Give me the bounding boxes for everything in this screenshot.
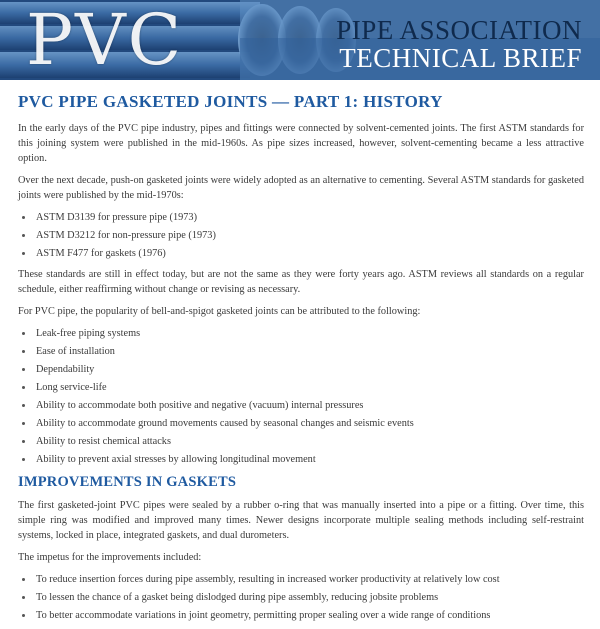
list-item: • ASTM D3212 for non-pressure pipe (1973) — [34, 228, 584, 243]
list-item: • Ability to resist chemical attacks — [34, 434, 584, 449]
list-item: • ASTM F477 for gaskets (1976) — [34, 246, 584, 261]
standards-list — [18, 210, 584, 261]
paragraph-popularity: For PVC pipe, the popularity of bell-and-spigot gasketed joints can be attributed to the following: — [18, 306, 421, 317]
list-item: • Ease of installation — [34, 344, 584, 359]
list-item: • To better accommodate variations in joint geometry, permitting proper sealing over a wide range of conditions — [34, 608, 584, 623]
list-item: • ASTM D3139 for pressure pipe (1973) — [34, 210, 584, 225]
list-item: • To lessen the chance of a gasket being dislodged during pipe assembly, reducing jobsite problems — [34, 590, 584, 605]
list-item: • Ability to accommodate ground movements caused by seasonal changes and seismic events — [34, 416, 584, 431]
improvements-list — [18, 572, 584, 623]
section-heading-improvements: IMPROVEMENTS IN GASKETS — [18, 474, 237, 490]
banner-title-association: PIPE ASSOCIATION — [336, 15, 582, 45]
header-banner — [0, 0, 600, 80]
paragraph-intro: In the early days of the PVC pipe industry, pipes and fittings were connected by solvent-cemented joints. The first ASTM standards for this joining system were published in the mid-1960s. As pipe sizes increased, however, solvent-cementing became a less attractive option. — [18, 123, 584, 164]
paragraph-gasketed-adoption: Over the next decade, push-on gasketed joints were widely adopted as an alternative to cementing. Several ASTM standards for gasketed joints were published by the mid-1970s: — [18, 175, 584, 201]
pvc-logo: PVC — [26, 0, 184, 80]
paragraph-standards-status: These standards are still in effect today, but are not the same as they were forty years ago. ASTM reviews all standards on a regular schedule, either reaffirming without change or revising as necessary. — [18, 269, 584, 295]
article-body — [18, 92, 584, 629]
list-item: • To reduce insertion forces during pipe assembly, resulting in increased worker productivity at relatively low cost — [34, 572, 584, 587]
paragraph-impetus: The impetus for the improvements included: — [18, 552, 202, 563]
list-item: • Dependability — [34, 362, 584, 377]
benefits-list — [18, 326, 584, 467]
list-item: • Leak-free piping systems — [34, 326, 584, 341]
paragraph-o-ring: The first gasketed-joint PVC pipes were sealed by a rubber o-ring that was manually inserted into a pipe or a fitting. Over time, this simple ring was modified and improved many times. Newer designs incorporate multiple sealing methods including self-restraint systems, locked in place, integrated gaskets, and dual durometers. — [18, 500, 584, 541]
list-item: • Ability to prevent axial stresses by allowing longitudinal movement — [34, 452, 584, 467]
article-title: PVC PIPE GASKETED JOINTS — PART 1: HISTORY — [18, 92, 443, 111]
banner-title-brief: TECHNICAL BRIEF — [339, 43, 582, 73]
list-item: • Ability to accommodate both positive and negative (vacuum) internal pressures — [34, 398, 584, 413]
list-item: • Long service-life — [34, 380, 584, 395]
